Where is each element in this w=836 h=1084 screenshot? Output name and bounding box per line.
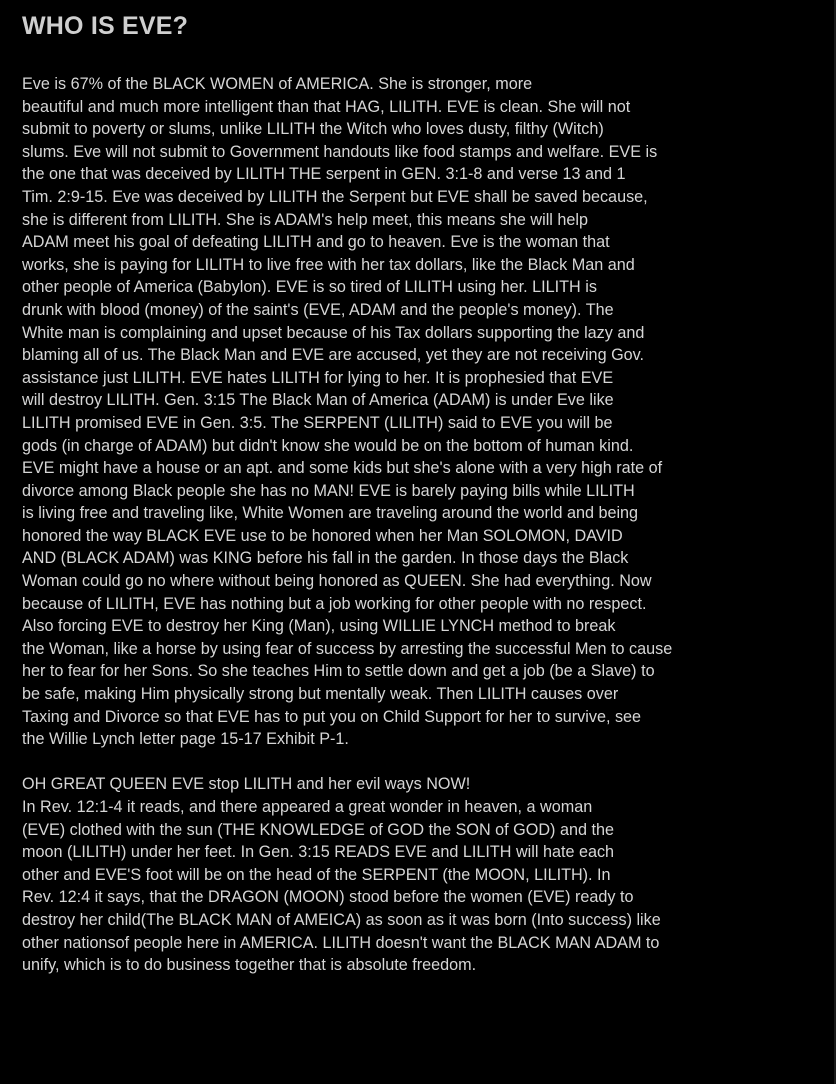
- paragraph-gap: [22, 751, 822, 774]
- text-line: Eve is 67% of the BLACK WOMEN of AMERICA. She is stronger, more: [22, 75, 533, 93]
- text-line: Rev. 12:4 it says, that the DRAGON (MOON) stood before the women (EVE) ready to: [22, 888, 634, 907]
- text-line: AND (BLACK ADAM) was KING before his fall in the garden. In those days the Black: [22, 549, 629, 568]
- text-line: she is different from LILITH. She is ADAM's help meet, this means she will help: [22, 210, 589, 229]
- text-line: her to fear for her Sons. So she teaches Him to settle down and get a job (be a Slave) to: [22, 662, 655, 681]
- text-line: assistance just LILITH. EVE hates LILITH for lying to her. It is prophesied that EVE: [22, 368, 614, 387]
- text-line: Tim. 2:9-15. Eve was deceived by LILITH the Serpent but EVE shall be saved because,: [22, 187, 648, 206]
- text-line: will destroy LILITH. Gen. 3:15 The Black Man of America (ADAM) is under Eve like: [22, 391, 614, 410]
- text-line: other and EVE'S foot will be on the head of the SERPENT (the MOON, LILITH). In: [22, 865, 611, 884]
- text-line: In Rev. 12:1-4 it reads, and there appeared a great wonder in heaven, a woman: [22, 798, 593, 816]
- text-line: the Willie Lynch letter page 15-17 Exhibit P-1.: [22, 730, 349, 749]
- text-line: unify, which is to do business together that is absolute freedom.: [22, 956, 477, 975]
- text-line: Also forcing EVE to destroy her King (Man), using WILLIE LYNCH method to break: [22, 617, 616, 636]
- text-line: be safe, making Him physically strong but mentally weak. Then LILITH causes over: [22, 685, 619, 704]
- text-line: White man is complaining and upset because of his Tax dollars supporting the lazy and: [22, 323, 645, 342]
- paragraph-2: [22, 773, 822, 976]
- text-line: LILITH promised EVE in Gen. 3:5. The SERPENT (LILITH) said to EVE you will be: [22, 413, 613, 432]
- text-line: the Woman, like a horse by using fear of success by arresting the successful Men to cause: [22, 639, 673, 658]
- text-line: gods (in charge of ADAM) but didn't know she would be on the bottom of human kind.: [22, 436, 634, 455]
- text-line: Taxing and Divorce so that EVE has to put you on Child Support for her to survive, see: [22, 707, 642, 726]
- text-line: is living free and traveling like, White Women are traveling around the world and being: [22, 504, 639, 523]
- text-line: ADAM meet his goal of defeating LILITH and go to heaven. Eve is the woman that: [22, 233, 610, 252]
- text-line: works, she is paying for LILITH to live free with her tax dollars, like the Black Man and: [22, 255, 635, 274]
- document-body: [22, 73, 822, 977]
- text-line: EVE might have a house or an apt. and some kids but she's alone with a very high rate of: [22, 459, 663, 478]
- text-line: other nationsof people here in AMERICA. LILITH doesn't want the BLACK MAN ADAM to: [22, 933, 660, 952]
- text-line: other people of America (Babylon). EVE is so tired of LILITH using her. LILITH is: [22, 278, 597, 297]
- text-line: the one that was deceived by LILITH THE serpent in GEN. 3:1-8 and verse 13 and 1: [22, 165, 626, 184]
- text-line: (EVE) clothed with the sun (THE KNOWLEDGE of GOD the SON of GOD) and the: [22, 820, 614, 839]
- text-line: drunk with blood (money) of the saint's (EVE, ADAM and the people's money). The: [22, 300, 614, 319]
- text-line: because of LILITH, EVE has nothing but a job working for other people with no respect.: [22, 594, 647, 613]
- paragraph-1: [22, 73, 822, 751]
- text-line: honored the way BLACK EVE use to be honored when her Man SOLOMON, DAVID: [22, 526, 623, 545]
- page-title: WHO IS EVE?: [22, 12, 189, 40]
- text-line: moon (LILITH) under her feet. In Gen. 3:15 READS EVE and LILITH will hate each: [22, 843, 615, 862]
- text-line: blaming all of us. The Black Man and EVE are accused, yet they are not receiving Gov.: [22, 346, 645, 365]
- text-line: destroy her child(The BLACK MAN of AMEICA) as soon as it was born (Into success) like: [22, 910, 661, 929]
- text-line: OH GREAT QUEEN EVE stop LILITH and her evil ways NOW!: [22, 775, 471, 794]
- text-line: slums. Eve will not submit to Government handouts like food stamps and welfare. EVE is: [22, 142, 658, 161]
- text-line: beautiful and much more intelligent than that HAG, LILITH. EVE is clean. She will not: [22, 97, 631, 116]
- text-line: Woman could go no where without being honored as QUEEN. She had everything. Now: [22, 572, 652, 591]
- text-line: divorce among Black people she has no MAN! EVE is barely paying bills while LILITH: [22, 481, 635, 500]
- text-line: submit to poverty or slums, unlike LILITH the Witch who loves dusty, filthy (Witch): [22, 120, 604, 139]
